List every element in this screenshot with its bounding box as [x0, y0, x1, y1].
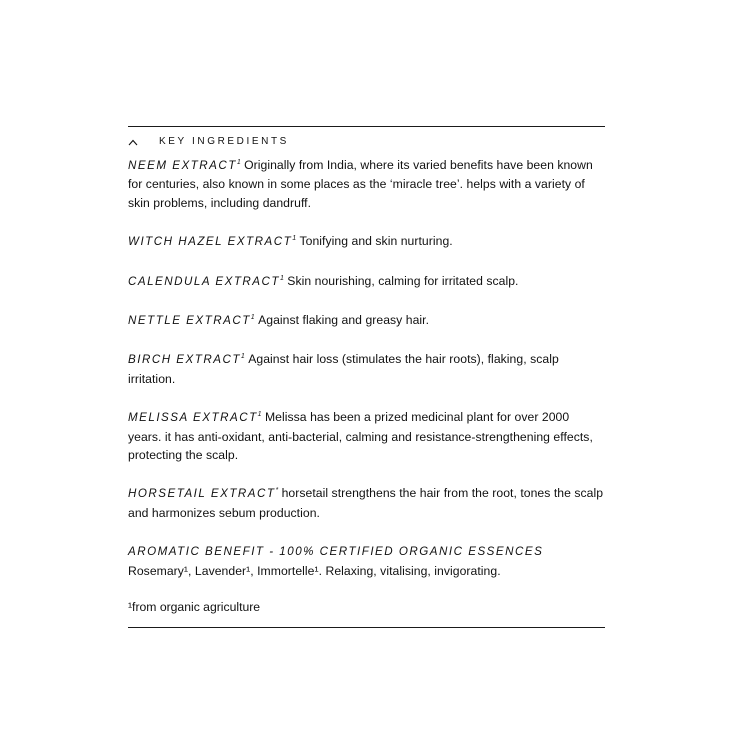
ingredient-mark: 1 — [240, 353, 245, 361]
ingredient-name: CALENDULA EXTRACT — [128, 274, 280, 288]
key-ingredients-panel — [128, 126, 605, 628]
ingredient-name: HORSETAIL EXTRACT — [128, 487, 276, 501]
ingredient-item — [128, 156, 605, 212]
ingredient-name: AROMATIC BENEFIT - 100% CERTIFIED ORGANIC ESSENCES — [128, 545, 544, 559]
ingredient-mark: 1 — [257, 411, 262, 419]
ingredient-mark: 1 — [292, 235, 297, 243]
ingredient-name: NETTLE EXTRACT — [128, 314, 251, 328]
ingredient-item — [128, 311, 605, 330]
ingredient-description: Skin nourishing, calming for irritated scalp. — [287, 273, 519, 288]
section-title: KEY INGREDIENTS — [159, 136, 289, 147]
ingredient-description: horsetail strengthens the hair from the root, tones the scalp and harmonizes sebum production. — [128, 486, 604, 520]
ingredient-name: NEEM EXTRACT — [128, 159, 237, 172]
ingredient-mark: * — [275, 487, 279, 495]
ingredients-list — [128, 156, 605, 616]
ingredient-description: Rosemary¹, Lavender¹, Immortelle¹. Relaxing, vitalising, invigorating. — [128, 563, 501, 578]
ingredient-name: MELISSA EXTRACT — [128, 411, 258, 425]
ingredient-name: BIRCH EXTRACT — [128, 353, 241, 367]
ingredient-item — [128, 232, 605, 251]
ingredient-item — [128, 272, 605, 291]
ingredient-description: Against hair loss (stimulates the hair roots), flaking, scalp irritation. — [128, 352, 559, 386]
ingredient-description: Against flaking and greasy hair. — [258, 313, 430, 328]
ingredient-item — [128, 350, 605, 388]
chevron-up-icon[interactable] — [128, 134, 142, 150]
ingredient-name: WITCH HAZEL EXTRACT — [128, 235, 293, 249]
ingredient-mark: 1 — [279, 274, 284, 282]
ingredient-description: Melissa has been a prized medicinal plant for over 2000 years. it has anti-oxidant, anti-bacterial, calming and resistance-strengthening effects, protecting the scalp. — [128, 410, 593, 463]
ingredient-description: Originally from India, where its varied benefits have been known for centuries, also known in some places as the ‘miracle tree’. helps with a variety of skin problems, including dandruff. — [128, 158, 593, 210]
ingredient-description: Tonifying and skin nurturing. — [299, 234, 453, 249]
footnote: ¹from organic agriculture — [128, 600, 261, 615]
ingredient-mark: 1 — [236, 158, 241, 166]
ingredient-item — [128, 542, 605, 580]
ingredient-item — [128, 408, 605, 464]
bottom-divider — [128, 627, 605, 628]
ingredient-item — [128, 484, 605, 522]
accordion-header[interactable] — [128, 127, 605, 156]
ingredient-mark: 1 — [250, 313, 255, 321]
